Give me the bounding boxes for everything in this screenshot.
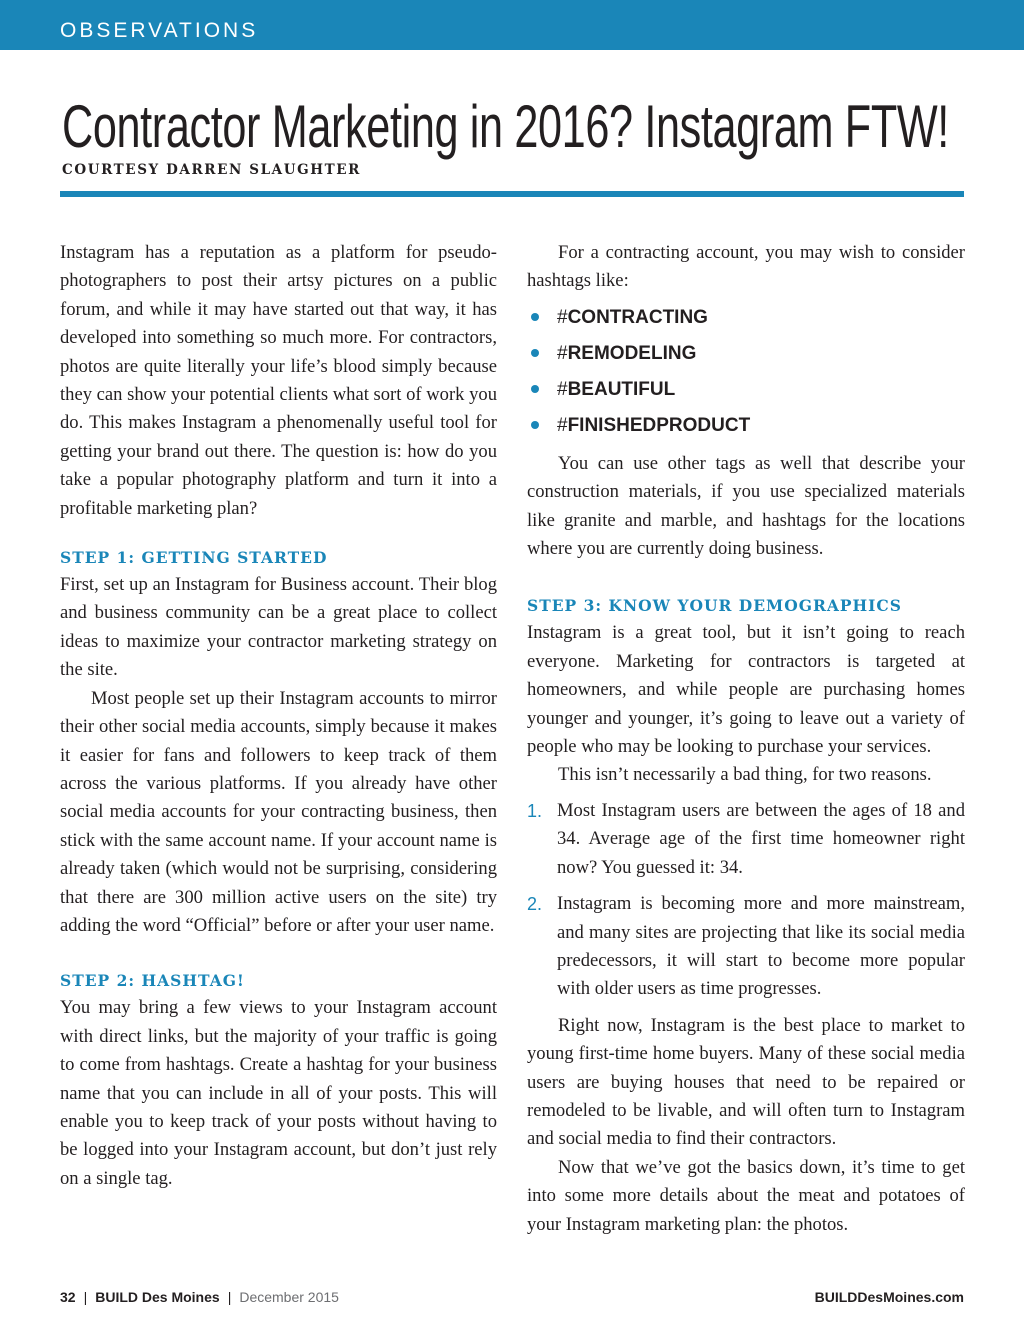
hash-symbol: # [557,342,568,364]
page-number: 32 [60,1289,76,1305]
step1-paragraph-2: Most people set up their Instagram accounts to mirror their other social media accounts, simply because it makes it easier for fans and followers to keep track of them across the various platforms. If you already have other social media accounts for your contracting business, then stick with the same account name. If your account name is already taken (which would not be surprising, considering that there are 300 million active users on the site) try adding the word “Official” before or after your user name. [60,687,497,936]
footer-separator: | [83,1289,88,1305]
bullet-icon [531,385,539,393]
hashtag-text: FINISHEDPRODUCT [567,414,751,436]
page-footer [60,1288,339,1306]
step3-paragraph-3: Right now, Instagram is the best place to market to young first-time home buyers. Many of these social media users are buying houses that need to be repaired or remodeled to be livable, and will often turn to Instagram and social media to find their contractors. [527,1014,965,1150]
step3-paragraph-1: Instagram is a great tool, but it isn’t going to reach everyone. Marketing for contractors is targeted at homeowners, and while people are purchasing homes younger and younger, it’s going to leave out a variety of people who may be looking to purchase your services. [527,622,965,758]
hashtag-text: BEAUTIFUL [567,378,676,400]
list-item [527,302,965,338]
reasons-list [527,797,965,1004]
hashtag-text: CONTRACTING [567,306,708,328]
step3-paragraph-4: Now that we’ve got the basics down, it’s time to get into some more details about the meat and potatoes of your Instagram marketing plan: the photos. [527,1156,965,1235]
list-number: 2. [527,894,543,915]
step3-paragraph-2: This isn’t necessarily a bad thing, for two reasons. [558,764,932,786]
list-item [527,410,965,446]
reason-text: Most Instagram users are between the ages of 18 and 34. Average age of the first time homeowner right now? You guessed it: 34. [557,799,965,878]
article-title: Contractor Marketing in 2016? Instagram FTW! [62,93,949,160]
list-item [527,890,965,1004]
step3-heading: STEP 3: KNOW YOUR DEMOGRAPHICS [527,596,902,616]
step1-heading: STEP 1: GETTING STARTED [60,548,328,568]
intro-paragraph: Instagram has a reputation as a platform for pseudo-photographers to post their artsy pictures on a public forum, and while it may have started out that way, it has developed into something so much more. For contractors, photos are quite literally your life’s blood simply because they can show your potential clients what sort of work you do. This makes Instagram a phenomenally useful tool for getting your brand out there. The question is: how do you take a popular photography platform and turn it into a profitable marketing plan? [60,242,497,519]
bullet-icon [531,313,539,321]
publication-name: BUILD Des Moines [95,1289,220,1305]
step2-paragraph: You may bring a few views to your Instagram account with direct links, but the majority of your traffic is going to come from hashtags. Create a hashtag for your business name that you can include in all of your posts. This will enable you to keep track of your posts without having to be logged into your Instagram account, but don’t just rely on a single tag. [60,997,497,1189]
hashtags-intro: For a contracting account, you may wish to consider hashtags like: [527,242,965,292]
issue-date: December 2015 [239,1289,339,1305]
hashtags-followup: You can use other tags as well that describe your construction materials, if you use specialized materials like granite and marble, and hashtags for the locations where you are currently doing business. [527,452,965,560]
hash-symbol: # [557,306,568,328]
hashtag-text: REMODELING [567,342,697,364]
right-column [527,239,965,1239]
list-item [527,374,965,410]
list-number: 1. [527,800,543,821]
step1-paragraph-1: First, set up an Instagram for Business account. Their blog and business community can be a great place to collect ideas to maximize your contractor marketing strategy on the site. [60,574,497,681]
section-label: OBSERVATIONS [60,19,259,42]
section-header-bar [0,0,1024,50]
hashtag-list [527,302,965,446]
list-item [527,797,965,882]
step2-heading: STEP 2: HASHTAG! [60,971,245,991]
hash-symbol: # [557,414,568,436]
hash-symbol: # [557,378,568,400]
list-item [527,338,965,374]
reason-text: Instagram is becoming more and more mainstream, and many sites are projecting that like its social media predecessors, it will start to become more popular with older users as time progresses. [557,893,965,1000]
title-divider [60,191,964,197]
left-column [60,239,497,1193]
article-byline: COURTESY DARREN SLAUGHTER [62,162,361,178]
footer-separator: | [227,1289,232,1305]
website-link[interactable]: BUILDDesMoines.com [814,1289,964,1305]
bullet-icon [531,349,539,357]
bullet-icon [531,421,539,429]
